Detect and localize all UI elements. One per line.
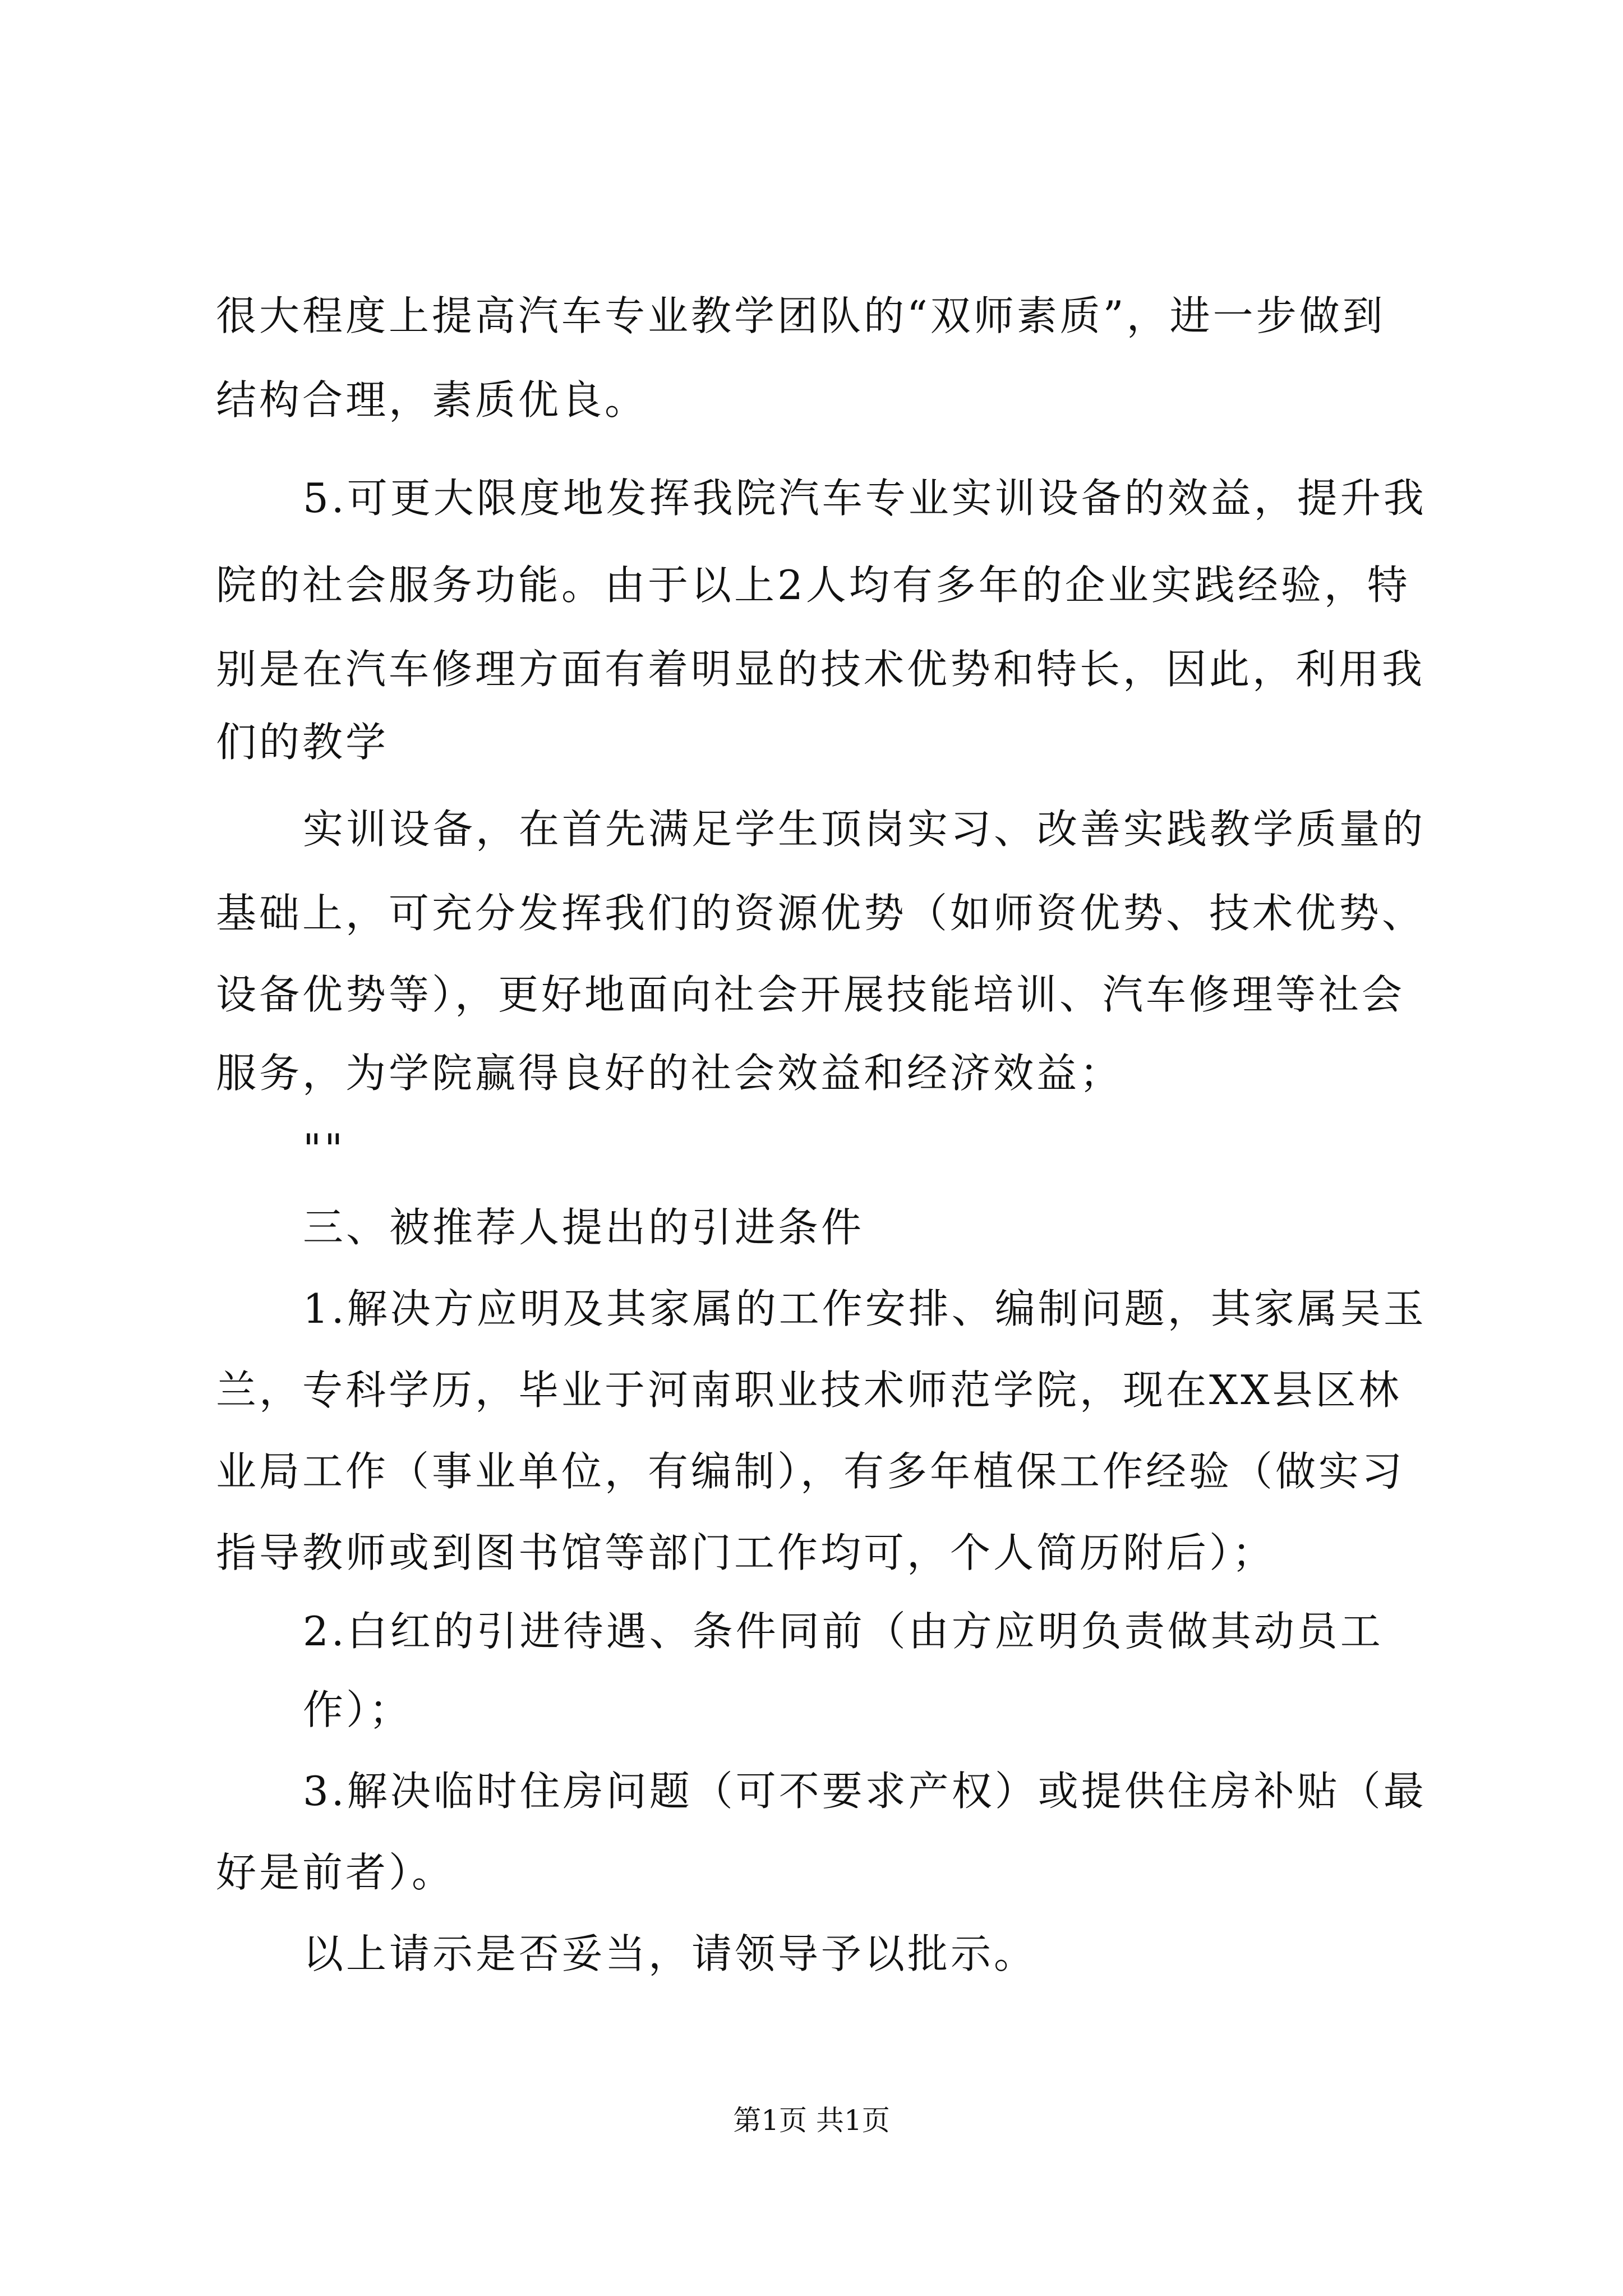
body-line: 们的教学 bbox=[216, 719, 389, 766]
body-line: 院的社会服务功能。由于以上2人均有多年的企业实践经验，特 bbox=[216, 562, 1410, 609]
body-line: 服务，为学院赢得良好的社会效益和经济效益； bbox=[216, 1050, 1123, 1097]
body-line: 别是在汽车修理方面有着明显的技术优势和特长，因此，利用我 bbox=[216, 646, 1426, 693]
body-line: 以上请示是否妥当，请领导予以批示。 bbox=[303, 1930, 1038, 1977]
body-line: 2.白红的引进待遇、条件同前（由方应明负责做其动员工 bbox=[303, 1608, 1384, 1655]
body-line: 很大程度上提高汽车专业教学团队的“双师素质”，进一步做到 bbox=[216, 292, 1386, 339]
body-line: 作）； bbox=[303, 1686, 413, 1733]
body-line: 业局工作（事业单位，有编制），有多年植保工作经验（做实习 bbox=[216, 1448, 1405, 1495]
body-line: "" bbox=[303, 1125, 346, 1172]
body-line: 好是前者）。 bbox=[216, 1849, 455, 1896]
body-line: 5.可更大限度地发挥我院汽车专业实训设备的效益，提升我 bbox=[303, 475, 1427, 522]
body-line: 设备优势等），更好地面向社会开展技能培训、汽车修理等社会 bbox=[216, 971, 1405, 1018]
body-line: 兰，专科学历，毕业于河南职业技术师范学院，现在XX县区林 bbox=[216, 1366, 1402, 1414]
section-heading: 三、被推荐人提出的引进条件 bbox=[303, 1204, 865, 1251]
body-line: 3.解决临时住房问题（可不要求产权）或提供住房补贴（最 bbox=[303, 1768, 1427, 1815]
body-line: 1.解决方应明及其家属的工作安排、编制问题，其家属吴玉 bbox=[303, 1285, 1427, 1332]
page-footer: 第1页 共1页 bbox=[733, 2104, 890, 2137]
body-line: 指导教师或到图书馆等部门工作均可，个人简历附后）； bbox=[216, 1529, 1276, 1576]
body-line: 基础上，可充分发挥我们的资源优势（如师资优势、技术优势、 bbox=[216, 890, 1426, 937]
body-line: 结构合理，素质优良。 bbox=[216, 376, 648, 424]
body-line: 实训设备，在首先满足学生顶岗实习、改善实践教学质量的 bbox=[303, 806, 1426, 853]
